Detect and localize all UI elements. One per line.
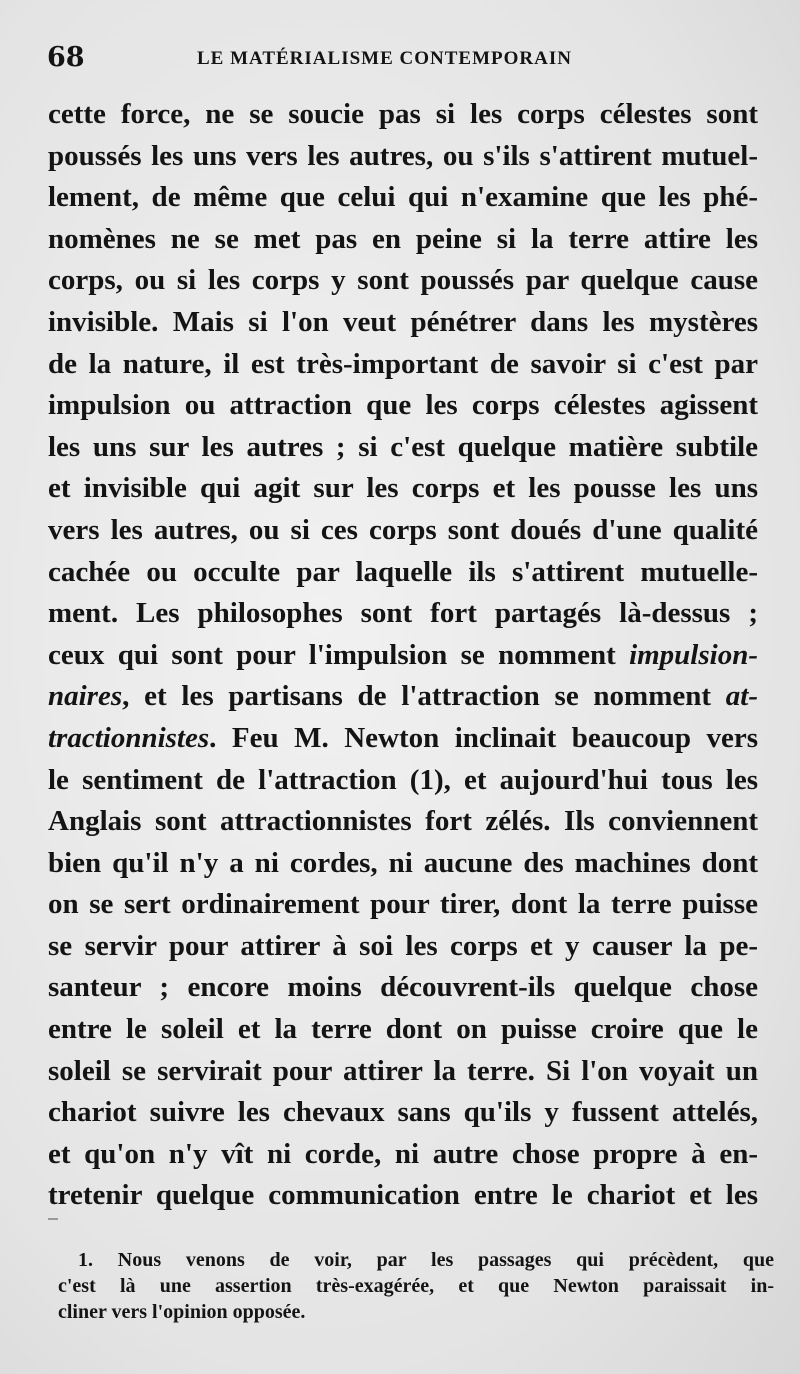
text-line: corps, ou si les corps y sont poussés par quelque cause — [48, 264, 758, 297]
italic-term: tractionnistes — [48, 721, 210, 754]
text-line: chariot suivre les chevaux sans qu'ils y fussent attelés, — [48, 1096, 758, 1129]
text-line: ment. Les philosophes sont fort partagés là-dessus ; — [48, 597, 758, 630]
text-line: entre le soleil et la terre dont on puisse croire que le — [48, 1013, 758, 1046]
page-number: 68 — [47, 42, 85, 73]
text-line: soleil se servirait pour attirer la terre. Si l'on voyait un — [48, 1054, 758, 1087]
text-segment: , et les partisans de l'attraction se nomment — [122, 680, 726, 713]
text-line: invisible. Mais si l'on veut pénétrer dans les mystères — [48, 305, 758, 338]
text-segment: ceux qui sont pour l'impulsion se nomment — [48, 638, 630, 671]
italic-term: at- — [725, 680, 758, 713]
text-line: le sentiment de l'attraction (1), et aujourd'hui tous les — [48, 763, 758, 796]
text-line: poussés les uns vers les autres, ou s'ils s'attirent mutuel- — [48, 139, 758, 172]
text-line — [48, 676, 758, 718]
page-header — [47, 42, 747, 78]
text-line: les uns sur les autres ; si c'est quelque matière subtile — [48, 430, 758, 463]
text-line: impulsion ou attraction que les corps célestes agissent — [48, 389, 758, 422]
footnote-line: cliner vers l'opinion opposée. — [58, 1301, 306, 1323]
running-title: LE MATÉRIALISME CONTEMPORAIN — [197, 48, 572, 69]
text-line: vers les autres, ou si ces corps sont doués d'une qualité — [48, 513, 758, 546]
footnote-line: 1. Nous venons de voir, par les passages qui précèdent, que — [78, 1249, 774, 1271]
text-line: lement, de même que celui qui n'examine que les phé- — [48, 181, 758, 214]
footnote — [58, 1247, 774, 1325]
text-line: cette force, ne se soucie pas si les corps célestes sont — [48, 98, 758, 130]
italic-term: impulsion- — [629, 638, 758, 671]
text-segment: . Feu M. Newton inclinait beaucoup vers — [209, 721, 758, 754]
text-line: cachée ou occulte par laquelle ils s'attirent mutuelle- — [48, 555, 758, 588]
text-line: nomènes ne se met pas en peine si la terre attire les — [48, 222, 758, 255]
text-line: et qu'on n'y vît ni corde, ni autre chose propre à en- — [48, 1137, 758, 1170]
text-line: tretenir quelque communication entre le chariot et les — [48, 1179, 758, 1212]
text-line: Anglais sont attractionnistes fort zélés. Ils conviennent — [48, 805, 758, 838]
text-line: et invisible qui agit sur les corps et les pousse les uns — [48, 472, 758, 505]
text-line — [48, 718, 758, 760]
text-line: bien qu'il n'y a ni cordes, ni aucune des machines dont — [48, 846, 758, 879]
footnote-line: c'est là une assertion très-exagérée, et que Newton paraissait in- — [58, 1275, 774, 1297]
text-line: se servir pour attirer à soi les corps et y causer la pe- — [48, 929, 758, 962]
italic-term: naires — [48, 680, 123, 713]
text-line: de la nature, il est très-important de savoir si c'est par — [48, 347, 758, 380]
footnote-divider — [48, 1218, 58, 1220]
text-line: santeur ; encore moins découvrent-ils quelque chose — [48, 971, 758, 1004]
text-line — [48, 635, 758, 677]
text-line: on se sert ordinairement pour tirer, dont la terre puisse — [48, 888, 758, 921]
body-text — [48, 94, 758, 1217]
